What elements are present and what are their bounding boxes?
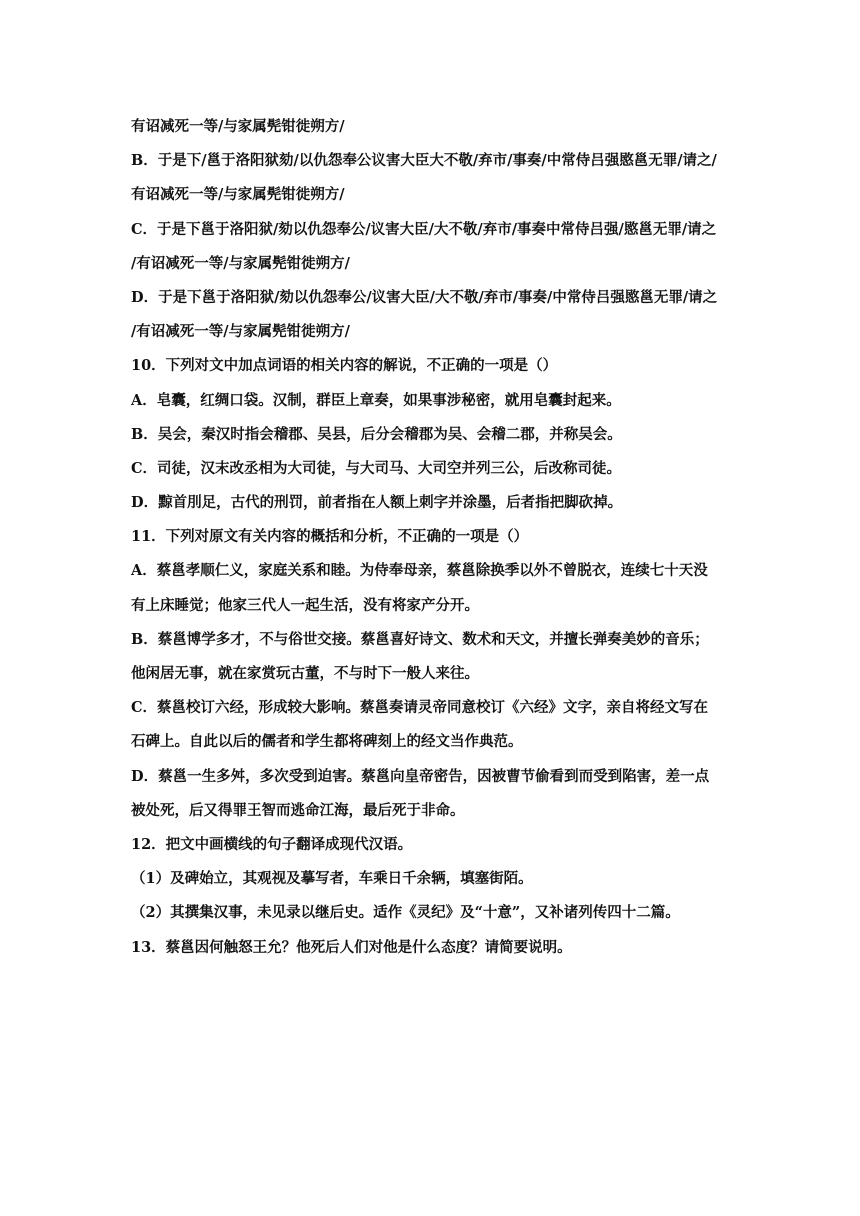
- question-10-option-d: D．黥首刖足，古代的刑罚，前者指在人额上刺字并涂墨，后者指把脚砍掉。: [131, 494, 623, 512]
- question-10-option-c: C．司徒，汉末改丞相为大司徒，与大司马、大司空并列三公，后改称司徒。: [131, 459, 622, 477]
- question-11-option-d: D．蔡邕一生多舛，多次受到迫害。蔡邕向皇帝密告，因被曹节偷看到而受到陷害，差一点: [131, 767, 710, 785]
- option-b-continuation-line: 有诏减死一等/与家属髡钳徙朔方/: [131, 186, 345, 204]
- question-12-stem: 12．把文中画横线的句子翻译成现代汉语。: [131, 835, 413, 853]
- question-11-option-c: C．蔡邕校订六经，形成较大影响。蔡邕奏请灵帝同意校订《六经》文字，亲自将经文写在: [131, 699, 709, 717]
- option-b-line: B．于是下/邕于洛阳狱劾/以仇怨奉公议害大臣大不敬/弃市/事奏/中常侍吕强愍邕无罪/请之/: [131, 152, 717, 170]
- question-11-option-b-continuation: 他闲居无事，就在家赏玩古董，不与时下一般人来往。: [131, 665, 479, 682]
- question-10-stem: 10．下列对文中加点词语的相关内容的解说，不正确的一项是（）: [131, 357, 558, 375]
- option-d-line: D．于是下邕于洛阳狱/劾以仇怨奉公/议害大臣/大不敬/弃市/事奏/中常侍吕强愍邕无罪/请之: [131, 288, 718, 306]
- question-11-option-a: A．蔡邕孝顺仁义，家庭关系和睦。为侍奉母亲，蔡邕除换季以外不曾脱衣，连续七十天没: [131, 562, 708, 580]
- question-12-sentence-2: （2）其撰集汉事，未见录以继后史。适作《灵纪》及“十意”，又补诸列传四十二篇。: [131, 904, 680, 922]
- option-c-continuation-line: /有诏减死一等/与家属髡钳徙朔方/: [131, 254, 350, 272]
- question-11-option-b: B．蔡邕博学多才，不与俗世交接。蔡邕喜好诗文、数术和天文，并擅长弹奏美妙的音乐；: [131, 630, 709, 648]
- question-11-option-a-continuation: 有上床睡觉；他家三代人一起生活，没有将家产分开。: [131, 596, 479, 614]
- option-d-continuation-line: /有诏减死一等/与家属髡钳徙朔方/: [131, 323, 350, 341]
- question-13-stem: 13．蔡邕因何触怒王允？他死后人们对他是什么态度？请简要说明。: [131, 938, 572, 956]
- question-text-block: [131, 110, 741, 965]
- question-12-sentence-1: （1）及碑始立，其观视及摹写者，车乘日千余辆，填塞街陌。: [131, 870, 533, 888]
- question-10-option-a: A．皂囊，红绸口袋。汉制，群臣上章奏，如果事涉秘密，就用皂囊封起来。: [131, 391, 621, 409]
- option-c-line: C．于是下邕于洛阳狱/劾以仇怨奉公/议害大臣/大不敬/弃市/事奏中常侍吕强/愍邕无罪/请之: [131, 220, 717, 238]
- question-11-stem: 11．下列对原文有关内容的概括和分析，不正确的一项是（）: [131, 528, 529, 546]
- question-11-option-c-continuation: 石碑上。自此以后的儒者和学生都将碑刻上的经文当作典范。: [131, 733, 523, 751]
- question-11-option-d-continuation: 被处死，后又得罪王智而逃命江海，最后死于非命。: [131, 801, 465, 819]
- option-a-continuation-line: 有诏减死一等/与家属髡钳徙朔方/: [131, 118, 345, 135]
- question-10-option-b: B．吴会，秦汉时指会稽郡、吴县，后分会稽郡为吴、会稽二郡，并称吴会。: [131, 425, 622, 443]
